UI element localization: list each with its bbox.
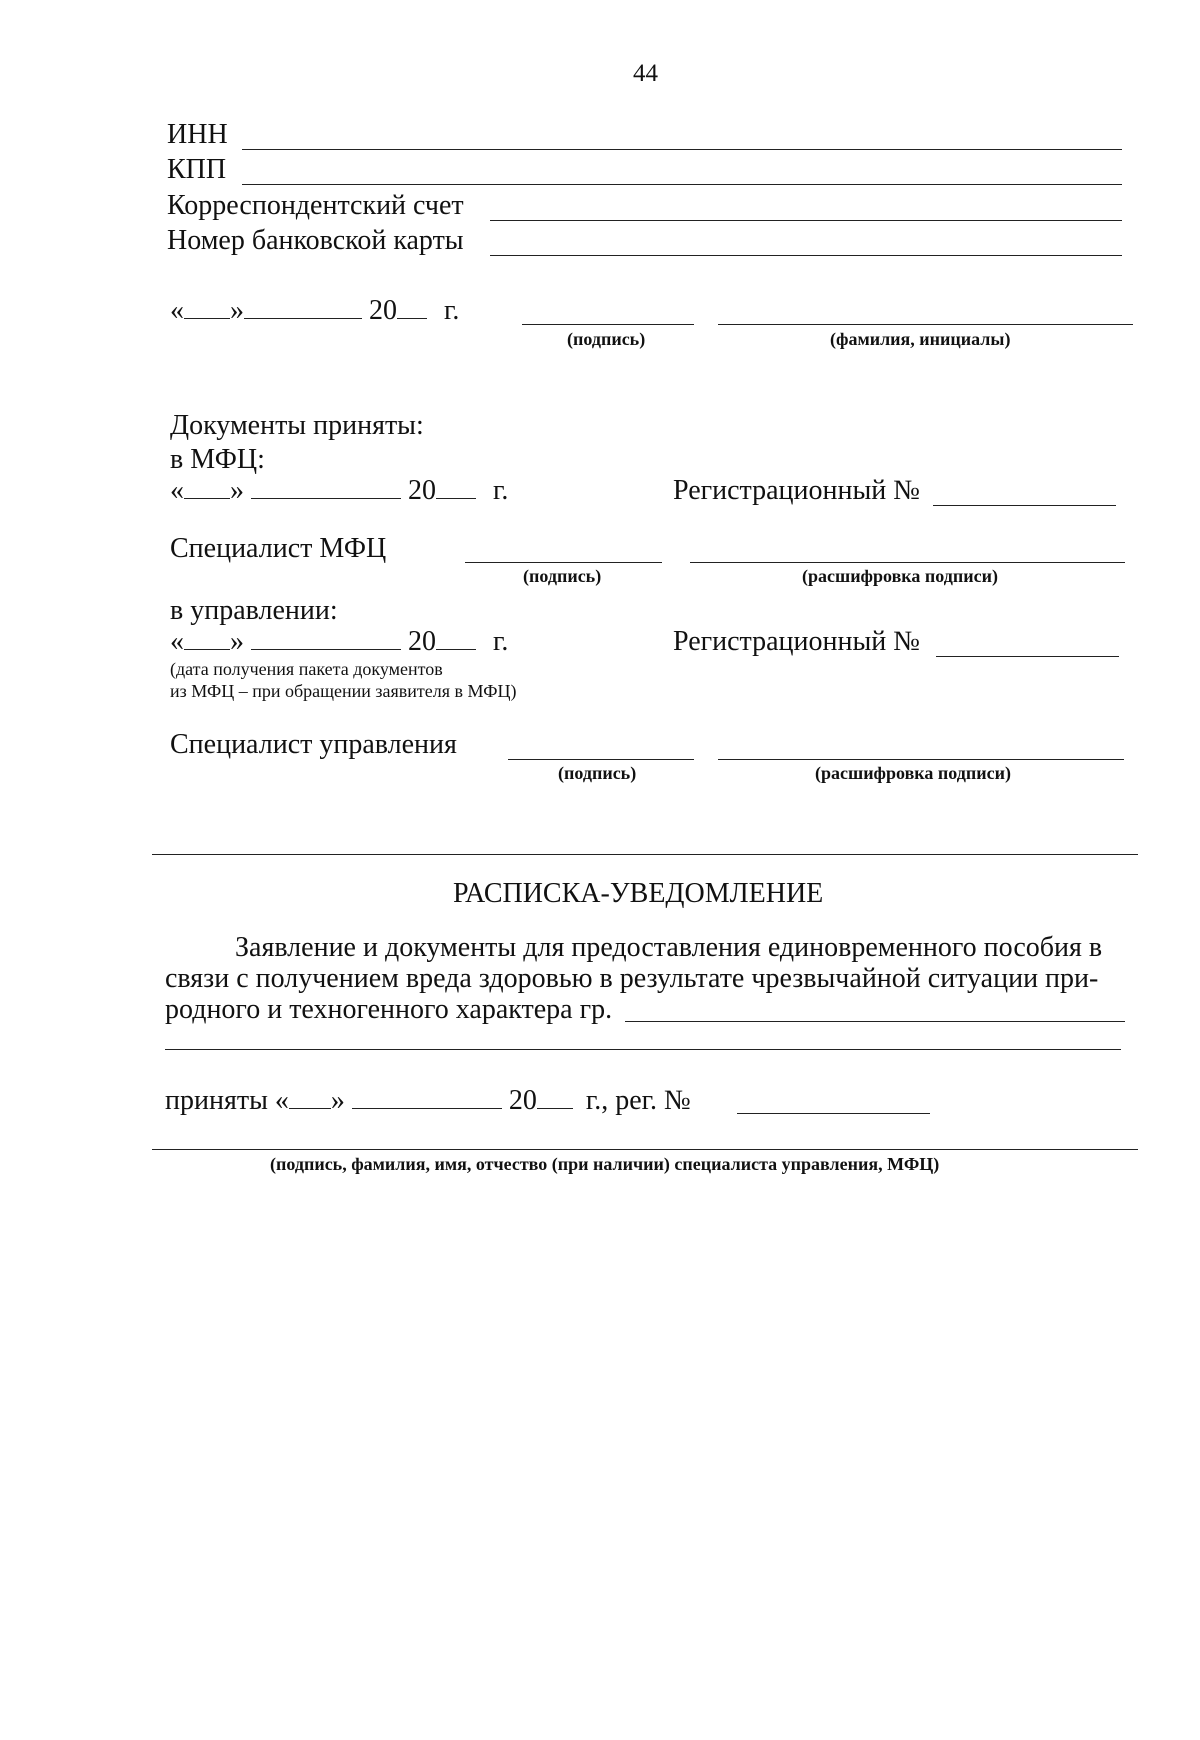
receipt-text-line1: Заявление и документы для предоставления единовременного пособия в <box>235 932 1103 963</box>
year-blank[interactable] <box>436 647 476 650</box>
month-blank[interactable] <box>251 647 401 650</box>
in-department-label: в управлении: <box>170 595 338 626</box>
year-blank[interactable] <box>537 1106 573 1109</box>
department-specialist-signature-line[interactable] <box>508 759 694 760</box>
year-blank[interactable] <box>436 496 476 499</box>
kpp-line[interactable] <box>242 184 1122 185</box>
mfc-specialist-signature-caption: (подпись) <box>523 566 602 586</box>
mfc-specialist-decode-caption: (расшифровка подписи) <box>802 566 998 586</box>
citizen-name-line-2[interactable] <box>165 1049 1121 1050</box>
receipt-accepted <box>165 1087 691 1115</box>
month-blank[interactable] <box>352 1106 502 1109</box>
department-specialist-decode-line[interactable] <box>718 759 1124 760</box>
kpp-label: КПП <box>167 154 227 185</box>
year-suffix: г. <box>493 626 509 657</box>
department-reg-number-label: Регистрационный № <box>673 626 920 657</box>
year-suffix: г. <box>444 295 460 326</box>
department-date <box>170 628 508 656</box>
mfc-specialist-label: Специалист МФЦ <box>170 533 387 564</box>
citizen-name-line[interactable] <box>625 1021 1125 1022</box>
day-blank[interactable] <box>184 496 230 499</box>
year-prefix: 20 <box>408 475 436 506</box>
mfc-date <box>170 477 508 505</box>
applicant-name-caption: (фамилия, инициалы) <box>830 329 1011 349</box>
day-blank[interactable] <box>184 316 230 319</box>
department-specialist-label: Специалист управления <box>170 729 457 760</box>
department-specialist-signature-caption: (подпись) <box>558 763 637 783</box>
corr-account-label: Корреспондентский счет <box>167 190 464 221</box>
receipt-text-line2: связи с получением вреда здоровью в результате чрезвычайной ситуации при- <box>165 963 1099 994</box>
quote-open: « <box>170 626 184 657</box>
corr-account-line[interactable] <box>490 220 1122 221</box>
card-number-line[interactable] <box>490 255 1122 256</box>
applicant-date <box>170 297 459 325</box>
bottom-signature-caption: (подпись, фамилия, имя, отчество (при наличии) специалиста управления, МФЦ) <box>270 1154 940 1174</box>
department-note-line1: (дата получения пакета документов <box>170 659 443 679</box>
year-prefix: 20 <box>369 295 397 326</box>
page-number: 44 <box>633 60 658 87</box>
year-suffix: г., рег. № <box>585 1085 691 1116</box>
year-prefix: 20 <box>508 1085 537 1116</box>
department-specialist-decode-caption: (расшифровка подписи) <box>815 763 1011 783</box>
quote-close: » <box>330 1085 345 1116</box>
department-note-line2: из МФЦ – при обращении заявителя в МФЦ) <box>170 681 517 701</box>
section-separator <box>152 854 1138 855</box>
mfc-reg-number-label: Регистрационный № <box>673 475 920 506</box>
receipt-reg-number-line[interactable] <box>737 1113 930 1114</box>
applicant-name-line[interactable] <box>718 324 1133 325</box>
year-prefix: 20 <box>408 626 436 657</box>
quote-close: » <box>230 626 244 657</box>
day-blank[interactable] <box>289 1106 331 1109</box>
quote-close: » <box>230 475 244 506</box>
receipt-title: РАСПИСКА-УВЕДОМЛЕНИЕ <box>453 878 824 909</box>
month-blank[interactable] <box>244 316 362 319</box>
quote-open: « <box>170 295 184 326</box>
day-blank[interactable] <box>184 647 230 650</box>
quote-close: » <box>230 295 244 326</box>
inn-line[interactable] <box>242 149 1122 150</box>
mfc-specialist-decode-line[interactable] <box>690 562 1125 563</box>
inn-label: ИНН <box>167 119 228 150</box>
accepted-label: приняты « <box>165 1085 289 1116</box>
applicant-signature-line[interactable] <box>522 324 694 325</box>
year-blank[interactable] <box>397 316 427 319</box>
mfc-specialist-signature-line[interactable] <box>465 562 662 563</box>
applicant-signature-caption: (подпись) <box>567 329 646 349</box>
receipt-text-line3: родного и техногенного характера гр. <box>165 994 613 1025</box>
bottom-signature-line[interactable] <box>152 1149 1138 1150</box>
in-mfc-label: в МФЦ: <box>170 444 265 475</box>
year-suffix: г. <box>493 475 509 506</box>
accepted-heading: Документы приняты: <box>170 410 424 441</box>
mfc-reg-number-line[interactable] <box>933 505 1116 506</box>
month-blank[interactable] <box>251 496 401 499</box>
department-reg-number-line[interactable] <box>936 656 1119 657</box>
card-number-label: Номер банковской карты <box>167 225 464 256</box>
quote-open: « <box>170 475 184 506</box>
